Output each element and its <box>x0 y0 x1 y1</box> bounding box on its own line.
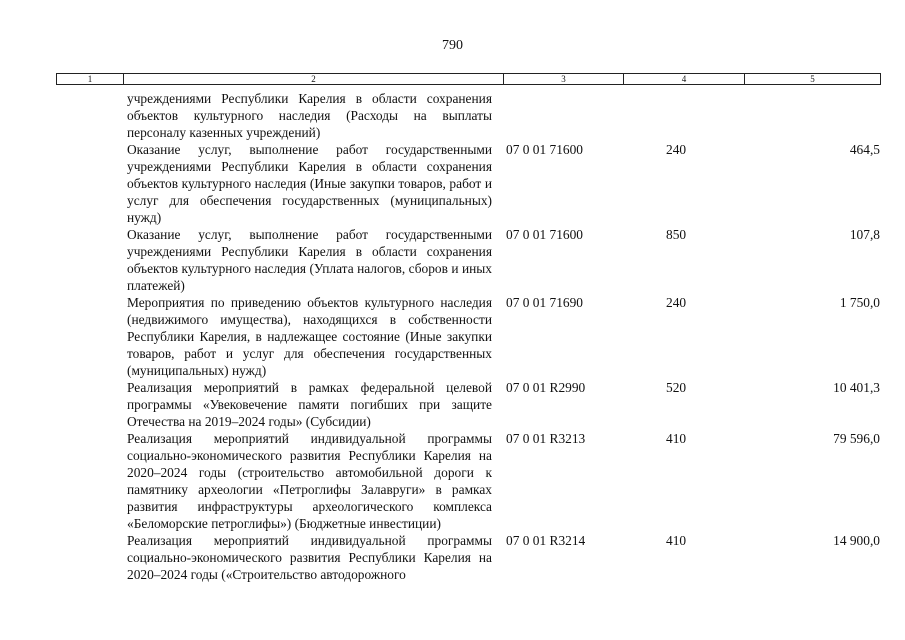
row-type: 410 <box>666 533 687 548</box>
table-body <box>56 90 881 583</box>
row-empty-cell <box>56 379 127 430</box>
row-empty-cell <box>56 226 127 294</box>
row-description: Реализация мероприятий индивидуальной программы социально-экономического развития Республики Карелия на 2020–2024 годы (строительство автомобильной дороги к памятнику археологии «Петроглифы Залавруги» в рамках развития инфраструктуры археологического комплекса «Беломорские петроглифы») (Бюджетные инвестиции) <box>127 431 492 531</box>
table-row <box>56 90 881 141</box>
row-empty-cell <box>56 294 127 379</box>
row-amount: 79 596,0 <box>833 431 880 446</box>
header-col-5: 5 <box>810 74 815 84</box>
row-type: 240 <box>666 295 687 310</box>
row-code: 07 0 01 71600 <box>506 227 583 242</box>
row-type: 520 <box>666 380 687 395</box>
header-col-1: 1 <box>57 74 124 84</box>
row-amount: 107,8 <box>849 227 880 242</box>
row-code: 07 0 01 71600 <box>506 142 583 157</box>
row-description: Реализация мероприятий индивидуальной программы социально-экономического развития Республики Карелия на 2020–2024 годы («Строительство автодорожного <box>127 533 492 582</box>
row-description: Мероприятия по приведению объектов культурного наследия (недвижимого имущества), находящихся в собственности Республики Карелия, в надлежащее состояние (Иные закупки товаров, работ и услуг для обеспечения государственных (муниципальных) нужд) <box>127 295 492 378</box>
row-amount: 10 401,3 <box>833 380 880 395</box>
row-description: Оказание услуг, выполнение работ государственными учреждениями Республики Карелия в области сохранения объектов культурного наследия (Иные закупки товаров, работ и услуг для обеспечения государственных (муниципальных) нужд) <box>127 142 492 225</box>
row-code: 07 0 01 R3214 <box>506 533 586 548</box>
row-empty-cell <box>56 141 127 226</box>
row-type: 850 <box>666 227 687 242</box>
page-number: 790 <box>442 38 463 53</box>
row-empty-cell <box>56 430 127 532</box>
row-amount: 1 750,0 <box>839 295 880 310</box>
header-col-3: 3 <box>504 74 624 84</box>
row-empty-cell <box>56 90 127 141</box>
row-type: 240 <box>666 142 687 157</box>
table-header <box>56 73 881 85</box>
table-row <box>56 430 881 532</box>
table-row <box>56 379 881 430</box>
row-empty-cell <box>56 532 127 583</box>
row-code: 07 0 01 R2990 <box>506 380 586 395</box>
row-amount <box>724 90 880 141</box>
row-code <box>492 90 624 141</box>
row-description: Оказание услуг, выполнение работ государственными учреждениями Республики Карелия в области сохранения объектов культурного наследия (Уплата налогов, сборов и иных платежей) <box>127 227 492 293</box>
table-row <box>56 294 881 379</box>
table-row <box>56 141 881 226</box>
row-code: 07 0 01 71690 <box>506 295 583 310</box>
row-description: учреждениями Республики Карелия в области сохранения объектов культурного наследия (Расходы на выплаты персоналу казенных учреждений) <box>127 91 492 140</box>
row-type: 410 <box>666 431 687 446</box>
header-col-4: 4 <box>624 74 745 84</box>
row-type <box>624 90 724 141</box>
row-description: Реализация мероприятий в рамках федеральной целевой программы «Увековечение памяти погибших при защите Отечества на 2019–2024 годы» (Субсидии) <box>127 380 492 429</box>
table-row <box>56 532 881 583</box>
row-amount: 14 900,0 <box>833 533 880 548</box>
table-row <box>56 226 881 294</box>
row-amount: 464,5 <box>849 142 880 157</box>
row-code: 07 0 01 R3213 <box>506 431 586 446</box>
header-col-2: 2 <box>124 74 504 84</box>
